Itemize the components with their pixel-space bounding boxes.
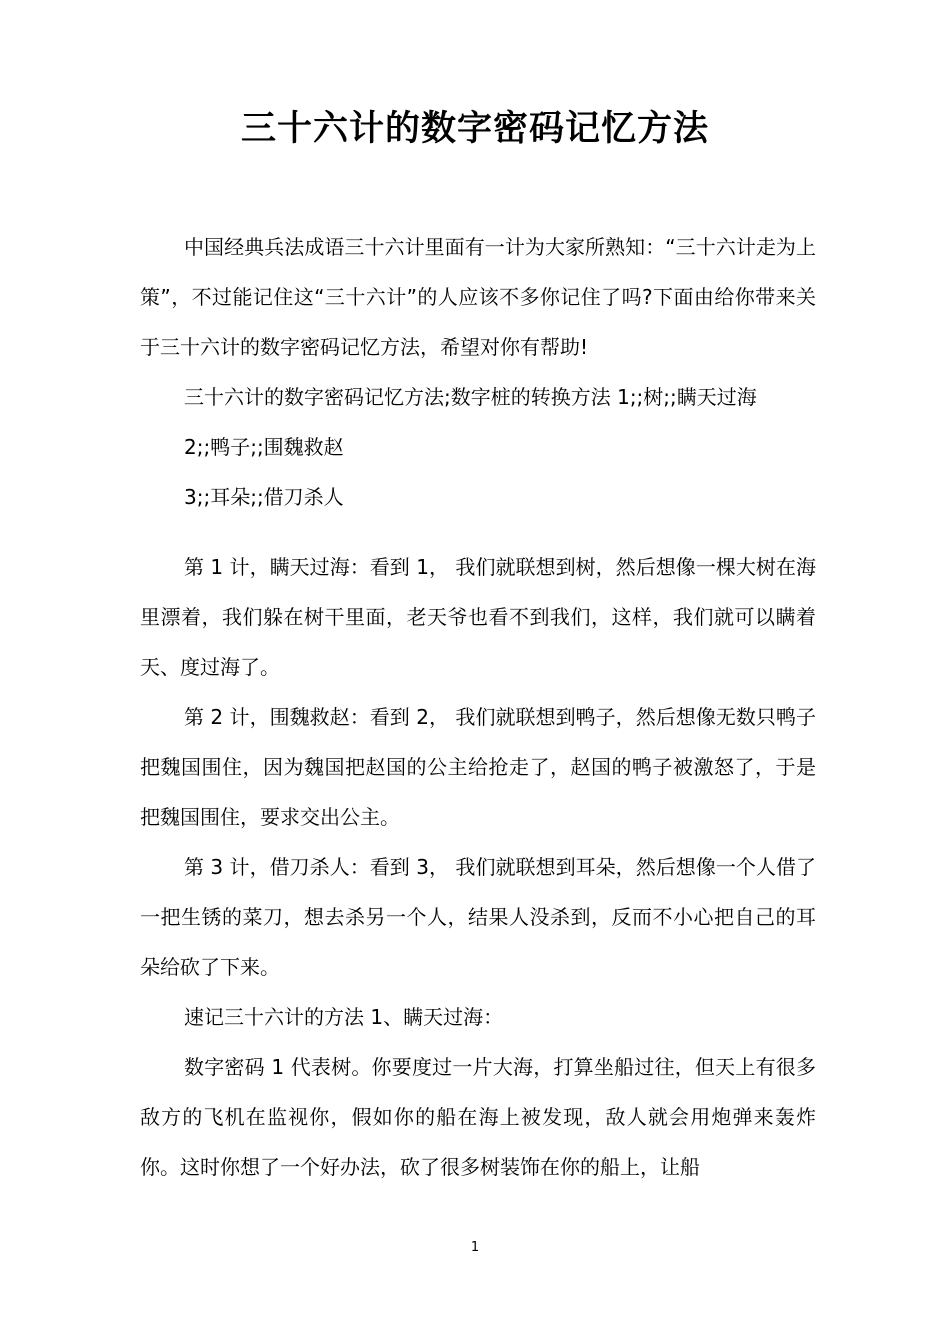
paragraph-strategy-3: 第 3 计，借刀杀人：看到 3， 我们就联想到耳朵，然后想像一个人借了一把生锈的菜刀，想去杀另一个人，结果人没杀到，反而不小心把自己的耳朵给砍了下来。 [140, 855, 816, 979]
list-item: 3;;耳朵;;借刀杀人 [184, 485, 344, 509]
paragraph-strategy-2: 第 2 计，围魏救赵：看到 2， 我们就联想到鸭子，然后想像无数只鸭子把魏国围住，因为魏国把赵国的公主给抢走了，赵国的鸭子被激怒了，于是把魏国围住，要求交出公主。 [140, 705, 816, 829]
page-title: 三十六计的数字密码记忆方法 [240, 109, 709, 149]
paragraph-quick-memory-heading: 速记三十六计的方法 1、瞒天过海： [184, 1005, 504, 1029]
list-item: 2;;鸭子;;围魏救赵 [184, 435, 344, 459]
paragraph-conversion-method: 三十六计的数字密码记忆方法;数字桩的转换方法 1;;树;;瞒天过海 [184, 385, 757, 409]
paragraph-intro: 中国经典兵法成语三十六计里面有一计为大家所熟知：“三十六计走为上策”，不过能记住这“三十六计”的人应该不多你记住了吗?下面由给你带来关于三十六计的数字密码记忆方法，希望对你有帮助! [140, 235, 816, 359]
paragraph-strategy-1: 第 1 计，瞒天过海：看到 1， 我们就联想到树，然后想像一棵大树在海里漂着，我们躲在树干里面，老天爷也看不到我们，这样，我们就可以瞒着天、度过海了。 [140, 555, 816, 679]
document-body [140, 222, 816, 1192]
page-number: 1 [470, 1240, 480, 1255]
paragraph-number-code: 数字密码 1 代表树。你要度过一片大海，打算坐船过往，但天上有很多敌方的飞机在监视你，假如你的船在海上被发现，敌人就会用炮弹来轰炸你。这时你想了一个好办法，砍了很多树装饰在你的船上，让船 [140, 1055, 816, 1179]
